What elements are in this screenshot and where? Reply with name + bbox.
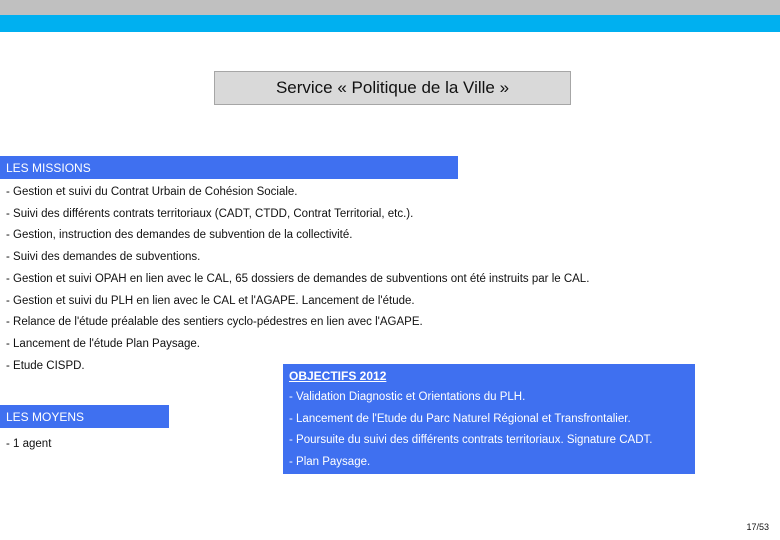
list-item: - Validation Diagnostic et Orientations du PLH.	[289, 391, 526, 403]
list-item: - Lancement de l'étude Plan Paysage.	[6, 337, 200, 350]
list-item: - Suivi des demandes de subventions.	[6, 251, 201, 264]
list-item: - Etude CISPD.	[6, 359, 85, 372]
top-gray-band	[0, 0, 780, 15]
list-item: - Gestion et suivi du Contrat Urbain de Cohésion Sociale.	[6, 186, 298, 198]
missions-header	[0, 156, 458, 179]
slide-title-text: Service « Politique de la Ville »	[275, 78, 510, 97]
objectifs-title: OBJECTIFS 2012	[289, 369, 387, 383]
moyens-text: - 1 agent	[6, 438, 52, 450]
list-item: - Lancement de l'Etude du Parc Naturel Régional et Transfrontalier.	[289, 412, 631, 425]
missions-list	[6, 182, 589, 377]
page-number: 17/53	[746, 522, 769, 532]
moyens-header-label: LES MOYENS	[6, 409, 85, 424]
missions-header-label: LES MISSIONS	[6, 160, 91, 175]
list-item: - Relance de l'étude préalable des sentiers cyclo-pédestres en lien avec l'AGAPE.	[6, 316, 423, 329]
moyens-header	[0, 405, 169, 428]
top-cyan-band	[0, 15, 780, 32]
list-item: - Poursuite du suivi des différents contrats territoriaux. Signature CADT.	[289, 434, 653, 446]
list-item: - Plan Paysage.	[289, 455, 371, 468]
list-item: - Gestion, instruction des demandes de subvention de la collectivité.	[6, 229, 353, 242]
slide-title	[214, 71, 571, 105]
objectifs-box	[283, 364, 695, 474]
objectifs-list	[289, 387, 695, 473]
list-item: - Gestion et suivi du PLH en lien avec le CAL et l'AGAPE. Lancement de l'étude.	[6, 294, 415, 307]
list-item: - Suivi des différents contrats territoriaux (CADT, CTDD, Contrat Territorial, etc.).	[6, 207, 414, 220]
list-item: - Gestion et suivi OPAH en lien avec le CAL, 65 dossiers de demandes de subventions ont été instruits par le CAL.	[6, 272, 590, 285]
